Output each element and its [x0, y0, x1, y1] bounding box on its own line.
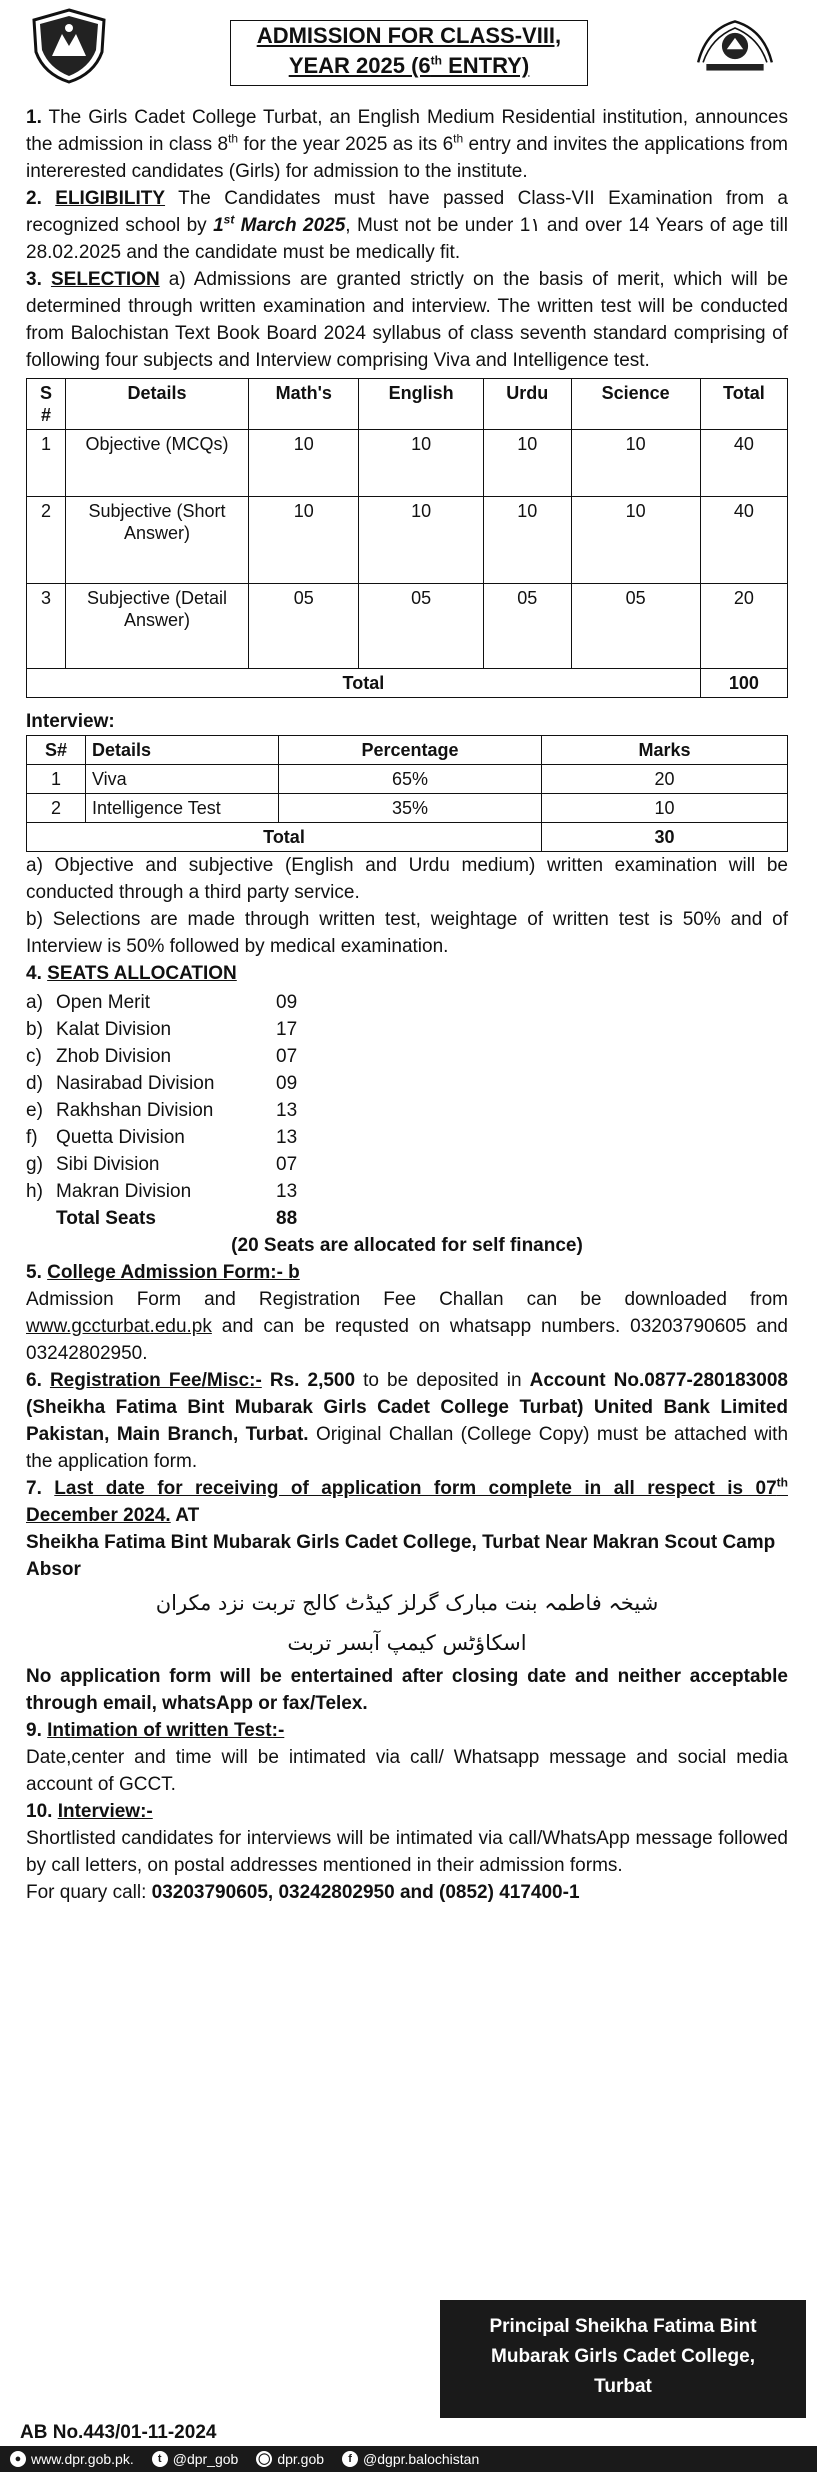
table-cell: 10 [249, 430, 359, 497]
query-contact: For quary call: 03203790605, 03242802950 and (0852) 417400-1 [26, 1882, 580, 1903]
table-total-row [27, 823, 788, 852]
table-cell: 05 [483, 584, 571, 669]
title-line-2: YEAR 2025 (6th ENTRY) [288, 53, 530, 78]
table-cell: 10 [359, 430, 483, 497]
table-cell: 1 [27, 430, 66, 497]
header-cell: Details [66, 379, 249, 430]
table-cell: 10 [483, 497, 571, 584]
table-cell: 40 [700, 497, 787, 584]
table-cell: 2 [27, 794, 86, 823]
header-cell: S # [27, 379, 66, 430]
header-cell: Urdu [483, 379, 571, 430]
table-cell: 10 [542, 794, 788, 823]
table-row [27, 584, 788, 669]
list-item: h) Makran Division 13 [26, 1181, 298, 1202]
table-cell: 10 [359, 497, 483, 584]
ab-number: AB No.443/01-11-2024 [20, 2422, 217, 2443]
table-cell: 40 [700, 430, 787, 497]
list-item: a) Open Merit 09 [26, 992, 298, 1013]
footer-twitter[interactable]: t @dpr_gob [152, 2451, 239, 2467]
college-address: Sheikha Fatima Bint Mubarak Girls Cadet College, Turbat Near Makran Scout Camp Absor [26, 1532, 776, 1580]
table-cell: 3 [27, 584, 66, 669]
college-website-link[interactable]: www.gccturbat.edu.pk [26, 1316, 212, 1337]
table-cell: 10 [249, 497, 359, 584]
table-cell: Intelligence Test [86, 794, 279, 823]
table-cell: 10 [571, 497, 700, 584]
header-cell: Percentage [279, 736, 542, 765]
table-cell: 65% [279, 765, 542, 794]
header-cell: Science [571, 379, 700, 430]
footer-facebook[interactable]: f @dgpr.balochistan [342, 2451, 479, 2467]
self-finance-note: (20 Seats are allocated for self finance) [231, 1235, 583, 1256]
table-cell: 10 [483, 430, 571, 497]
urdu-address-line-1: شیخہ فاطمہ بنت مبارک گرلز کیڈٹ کالج تربت نزد مکران [155, 1591, 659, 1615]
table-header-row [27, 736, 788, 765]
section-5-text: Admission Form and Registration Fee Challan can be downloaded from www.gccturbat.edu.pk and can be requsted on whatsapp numbers. 03203790605 and 03242802950. [26, 1289, 788, 1364]
header [0, 0, 817, 100]
title-line-1: ADMISSION FOR CLASS-VIII, [256, 23, 562, 48]
section-6-registration-fee: 6. Registration Fee/Misc:- Rs. 2,500 to be deposited in Account No.0877-280183008 (Sheikha Fatima Bint Mubarak Girls Cadet College Turbat) United Bank Limited Pakistan, Main Branch, Turbat. Original Challan (College Copy) must be attached with the application form. [26, 1370, 789, 1472]
footer-instagram[interactable]: ◯ dpr.gob [258, 2451, 325, 2467]
table-cell: 05 [249, 584, 359, 669]
table-row [27, 430, 788, 497]
list-item: b) Kalat Division 17 [26, 1019, 298, 1040]
table-cell: 1 [27, 765, 86, 794]
interview-heading: Interview: [26, 711, 115, 732]
footer-website[interactable]: ● www.dpr.gob.pk. [10, 2451, 134, 2467]
table-cell: 05 [571, 584, 700, 669]
footer-bar [0, 2446, 817, 2472]
header-cell: Marks [542, 736, 788, 765]
section-9-heading: 9. Intimation of written Test:- [26, 1720, 285, 1741]
table-cell: 05 [359, 584, 483, 669]
table-cell: 2 [27, 497, 66, 584]
seats-allocation-list [26, 989, 788, 1232]
table-cell: Subjective (Detail Answer) [66, 584, 249, 669]
table-total-row [27, 669, 788, 698]
instagram-icon: ◯ [258, 2453, 271, 2465]
advertisement-body [26, 104, 788, 1906]
header-cell: Math's [249, 379, 359, 430]
seats-total: Total Seats 88 [56, 1208, 298, 1229]
section-5-heading: 5. College Admission Form:- b [26, 1262, 300, 1283]
facebook-icon: f [342, 2451, 358, 2467]
twitter-icon: t [152, 2451, 168, 2467]
principal-line-2: Mubarak Girls Cadet College, [491, 2346, 755, 2367]
note-b: b) Selections are made through written test, weightage of written test is 50% and of Interview is 50% followed by medical examination. [26, 909, 788, 957]
table-row [27, 765, 788, 794]
section-10-text: Shortlisted candidates for interviews will be intimated via call/WhatsApp message followed by call letters, on postal addresses mentioned in their admission forms. [26, 1828, 788, 1876]
section-3-selection: 3. SELECTION a) Admissions are granted strictly on the basis of merit, which will be determined through written examination and interview. The written test will be conducted from Balochistan Text Book Board 2024 syllabus of class seventh standard comprising of following four subjects and Interview comprising Viva and Intelligence test. [26, 269, 789, 371]
header-cell: Total [700, 379, 787, 430]
total-label: Total [27, 669, 701, 698]
header-cell: English [359, 379, 483, 430]
table-cell: 35% [279, 794, 542, 823]
urdu-address-line-2: اسکاؤٹس کیمپ آبسر تربت [287, 1631, 527, 1655]
header-cell: Details [86, 736, 279, 765]
table-cell: 20 [700, 584, 787, 669]
total-value: 100 [700, 669, 787, 698]
header-cell: S# [27, 736, 86, 765]
principal-signature-box [440, 2300, 806, 2418]
interview-table [26, 735, 788, 852]
list-item: c) Zhob Division 07 [26, 1046, 298, 1067]
table-cell: Subjective (Short Answer) [66, 497, 249, 584]
note-a: a) Objective and subjective (English and Urdu medium) written examination will be conducted through a third party service. [26, 855, 788, 903]
table-row [27, 794, 788, 823]
total-label: Total [27, 823, 542, 852]
section-7-last-date: 7. Last date for receiving of application form complete in all respect is 07th December 2024. AT [26, 1475, 788, 1526]
section-9-text: Date,center and time will be intimated via call/ Whatsapp message and social media account of GCCT. [26, 1747, 788, 1795]
table-cell: Viva [86, 765, 279, 794]
table-row [27, 497, 788, 584]
list-item: f) Quetta Division 13 [26, 1127, 298, 1148]
college-crest-left-logo [24, 6, 114, 86]
table-cell: Objective (MCQs) [66, 430, 249, 497]
table-header-row [27, 379, 788, 430]
emblem-right-logo [690, 6, 780, 86]
list-item: e) Rakhshan Division 13 [26, 1100, 298, 1121]
section-2-eligibility: 2. ELIGIBILITY The Candidates must have passed Class-VII Examination from a recognized school by 1st March 2025, Must not be under 1١ and over 14 Years of age till 28.02.2025 and the candidate must be medically fit. [26, 188, 789, 263]
list-item: d) Nasirabad Division 09 [26, 1073, 298, 1094]
total-value: 30 [542, 823, 788, 852]
section-1: 1. The Girls Cadet College Turbat, an English Medium Residential institution, announces the admission in class 8th for the year 2025 as its 6th entry and invites the applications from intererested candidates (Girls) for admission to the institute. [26, 107, 788, 182]
section-10-heading: 10. Interview:- [26, 1801, 153, 1822]
table-cell: 10 [571, 430, 700, 497]
advertisement-title [230, 20, 588, 86]
principal-line-3: Turbat [594, 2376, 652, 2397]
table-cell: 20 [542, 765, 788, 794]
principal-line-1: Principal Sheikha Fatima Bint [489, 2316, 757, 2337]
closing-date-warning: No application form will be entertained after closing date and neither acceptable through email, whatsApp or fax/Telex. [26, 1666, 788, 1714]
section-4-heading: 4. SEATS ALLOCATION [26, 963, 237, 984]
written-test-table [26, 378, 788, 698]
globe-icon: ● [10, 2451, 26, 2467]
list-item: g) Sibi Division 07 [26, 1154, 298, 1175]
